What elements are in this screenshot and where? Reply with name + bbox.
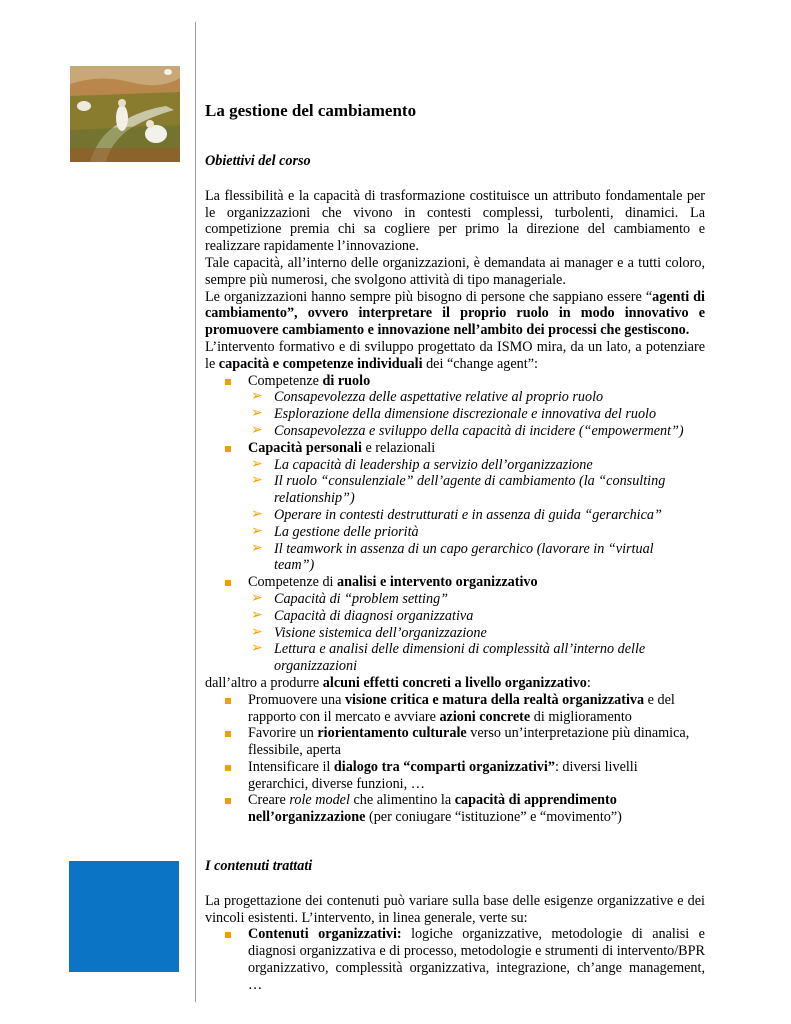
page-title: La gestione del cambiamento [205, 101, 417, 120]
list-item: ➢ Esplorazione della dimensione discrezionale e innovativa del ruolo [251, 406, 657, 423]
list-item: ➢ Capacità di diagnosi organizzativa [251, 607, 474, 624]
arrow-bullet-icon: ➢ [251, 641, 263, 657]
vertical-divider [195, 22, 196, 1002]
section-heading-obiettivi: Obiettivi del corso [205, 153, 311, 169]
list-item: ➢ Il ruolo “consulenziale” dell’agente di cambiamento (la “consulting relationship”) [251, 473, 666, 507]
square-bullet-icon [225, 446, 231, 452]
sub-list [248, 389, 705, 439]
section-heading-contenuti: I contenuti trattati [205, 858, 313, 875]
square-bullet-icon [225, 798, 231, 804]
arrow-bullet-icon: ➢ [251, 540, 263, 556]
list-item: ➢ Lettura e analisi delle dimensioni di complessità all’interno delle organizzazioni [251, 641, 646, 675]
arrow-bullet-icon: ➢ [251, 406, 263, 422]
competence-group: Competenze di analisi e intervento organizzativo ➢ Capacità di “problem setting” ➢ Capacità di diagnosi organizzativa ➢ Visione sistemica dell’organizzazione ➢ Lettura e analisi delle dimensioni di complessità all’interno delle organizzazioni [205, 574, 705, 675]
arrow-bullet-icon: ➢ [251, 607, 263, 623]
blue-accent-block [69, 861, 179, 972]
square-bullet-icon [225, 731, 231, 737]
square-bullet-icon [225, 765, 231, 771]
list-item: ➢ Consapevolezza delle aspettative relative al proprio ruolo [251, 389, 604, 406]
competence-group: Competenze di ruolo ➢ Consapevolezza delle aspettative relative al proprio ruolo ➢ Esplorazione della dimensione discrezionale e innovativa del ruolo ➢ Consapevolezza e sviluppo della capacità di incidere (“empowerment”) [205, 373, 705, 440]
paragraph-effetti: dall’altro a produrre alcuni effetti concreti a livello organizzativo: [205, 674, 591, 691]
arrow-bullet-icon: ➢ [251, 456, 263, 472]
list-item: ➢ Il teamwork in assenza di un capo gerarchico (lavorare in “virtual team”) [251, 540, 654, 574]
sub-list [248, 457, 705, 575]
competence-list [205, 373, 705, 675]
paragraph-agenti: Le organizzazioni hanno sempre più bisogno di persone che sappiano essere “agenti di cambiamento”, ovvero interpretare il proprio ruolo in modo innovativo e promuovere cambiamento e innovazione nell’ambito dei processi che gestiscono. [205, 288, 705, 339]
list-item: Promuovere una visione critica e matura della realtà organizzativa e del rapporto con il mercato e avviare azioni concrete di miglioramento [205, 692, 697, 726]
list-item: Contenuti organizzativi: logiche organizzative, metodologie di analisi e diagnosi organizzativa e di processo, metodologie e strumenti di intervento/BPR organizzativo, complessità organizzativa, integrazione, ch’ange management, … [205, 926, 705, 993]
sub-list [248, 591, 705, 675]
arrow-bullet-icon: ➢ [251, 389, 263, 405]
painting-image [70, 66, 180, 162]
list-item: ➢ Operare in contesti destrutturati e in assenza di guida “gerarchica” [251, 506, 662, 523]
effects-list [205, 692, 705, 826]
paragraph-progettazione: La progettazione dei contenuti può variare sulla base delle esigenze organizzative e dei vincoli esistenti. L’intervento, in linea generale, verte su: [205, 892, 705, 926]
list-item: ➢ Consapevolezza e sviluppo della capacità di incidere (“empowerment”) [251, 422, 684, 439]
document-body [205, 100, 705, 994]
painting-thumbnail [70, 66, 180, 162]
arrow-bullet-icon: ➢ [251, 590, 263, 606]
arrow-bullet-icon: ➢ [251, 506, 263, 522]
list-item: ➢ Visione sistemica dell’organizzazione [251, 624, 487, 641]
list-item: ➢ La gestione delle priorità [251, 523, 419, 540]
square-bullet-icon [225, 932, 231, 938]
paragraph-intervento: L’intervento formativo e di sviluppo progettato da ISMO mira, da un lato, a potenziare le capacità e competenze individuali dei “change agent”: [205, 338, 705, 372]
arrow-bullet-icon: ➢ [251, 624, 263, 640]
paragraph-capacita: Tale capacità, all’interno delle organizzazioni, è demandata ai manager e a tutti coloro, sempre più numerosi, che svolgono attività di tipo manageriale. [205, 254, 705, 288]
list-item: Intensificare il dialogo tra “comparti organizzativi”: diversi livelli gerarchici, diverse funzioni, … [205, 759, 697, 793]
competence-group: Capacità personali e relazionali ➢ La capacità di leadership a servizio dell’organizzazione ➢ Il ruolo “consulenziale” dell’agente di cambiamento (la “consulting relationship”) ➢ Operare in contesti destrutturati e in assenza di guida “gerarchica” ➢ La gestione delle priorità ➢ Il teamwork in assenza di un capo gerarchico (lavorare in “virtual team”) [205, 440, 705, 574]
list-item: Creare role model che alimentino la capacità di apprendimento nell’organizzazione (per coniugare “istituzione” e “movimento”) [205, 792, 697, 826]
square-bullet-icon [225, 698, 231, 704]
arrow-bullet-icon: ➢ [251, 523, 263, 539]
arrow-bullet-icon: ➢ [251, 422, 263, 438]
square-bullet-icon [225, 379, 231, 385]
square-bullet-icon [225, 580, 231, 586]
list-item: ➢ La capacità di leadership a servizio dell’organizzazione [251, 456, 593, 473]
arrow-bullet-icon: ➢ [251, 473, 263, 489]
list-item: Favorire un riorientamento culturale verso un’interpretazione più dinamica, flessibile, aperta [205, 725, 697, 759]
paragraph-intro: La flessibilità e la capacità di trasformazione costituisce un attributo fondamentale per le organizzazioni che vivono in contesti complessi, turbolenti, dinamici. La competizione premia chi sa cogliere per primo la direzione del cambiamento e realizzare rapidamente l’innovazione. [205, 187, 705, 255]
contents-list [205, 926, 705, 993]
list-item: ➢ Capacità di “problem setting” [251, 590, 449, 607]
